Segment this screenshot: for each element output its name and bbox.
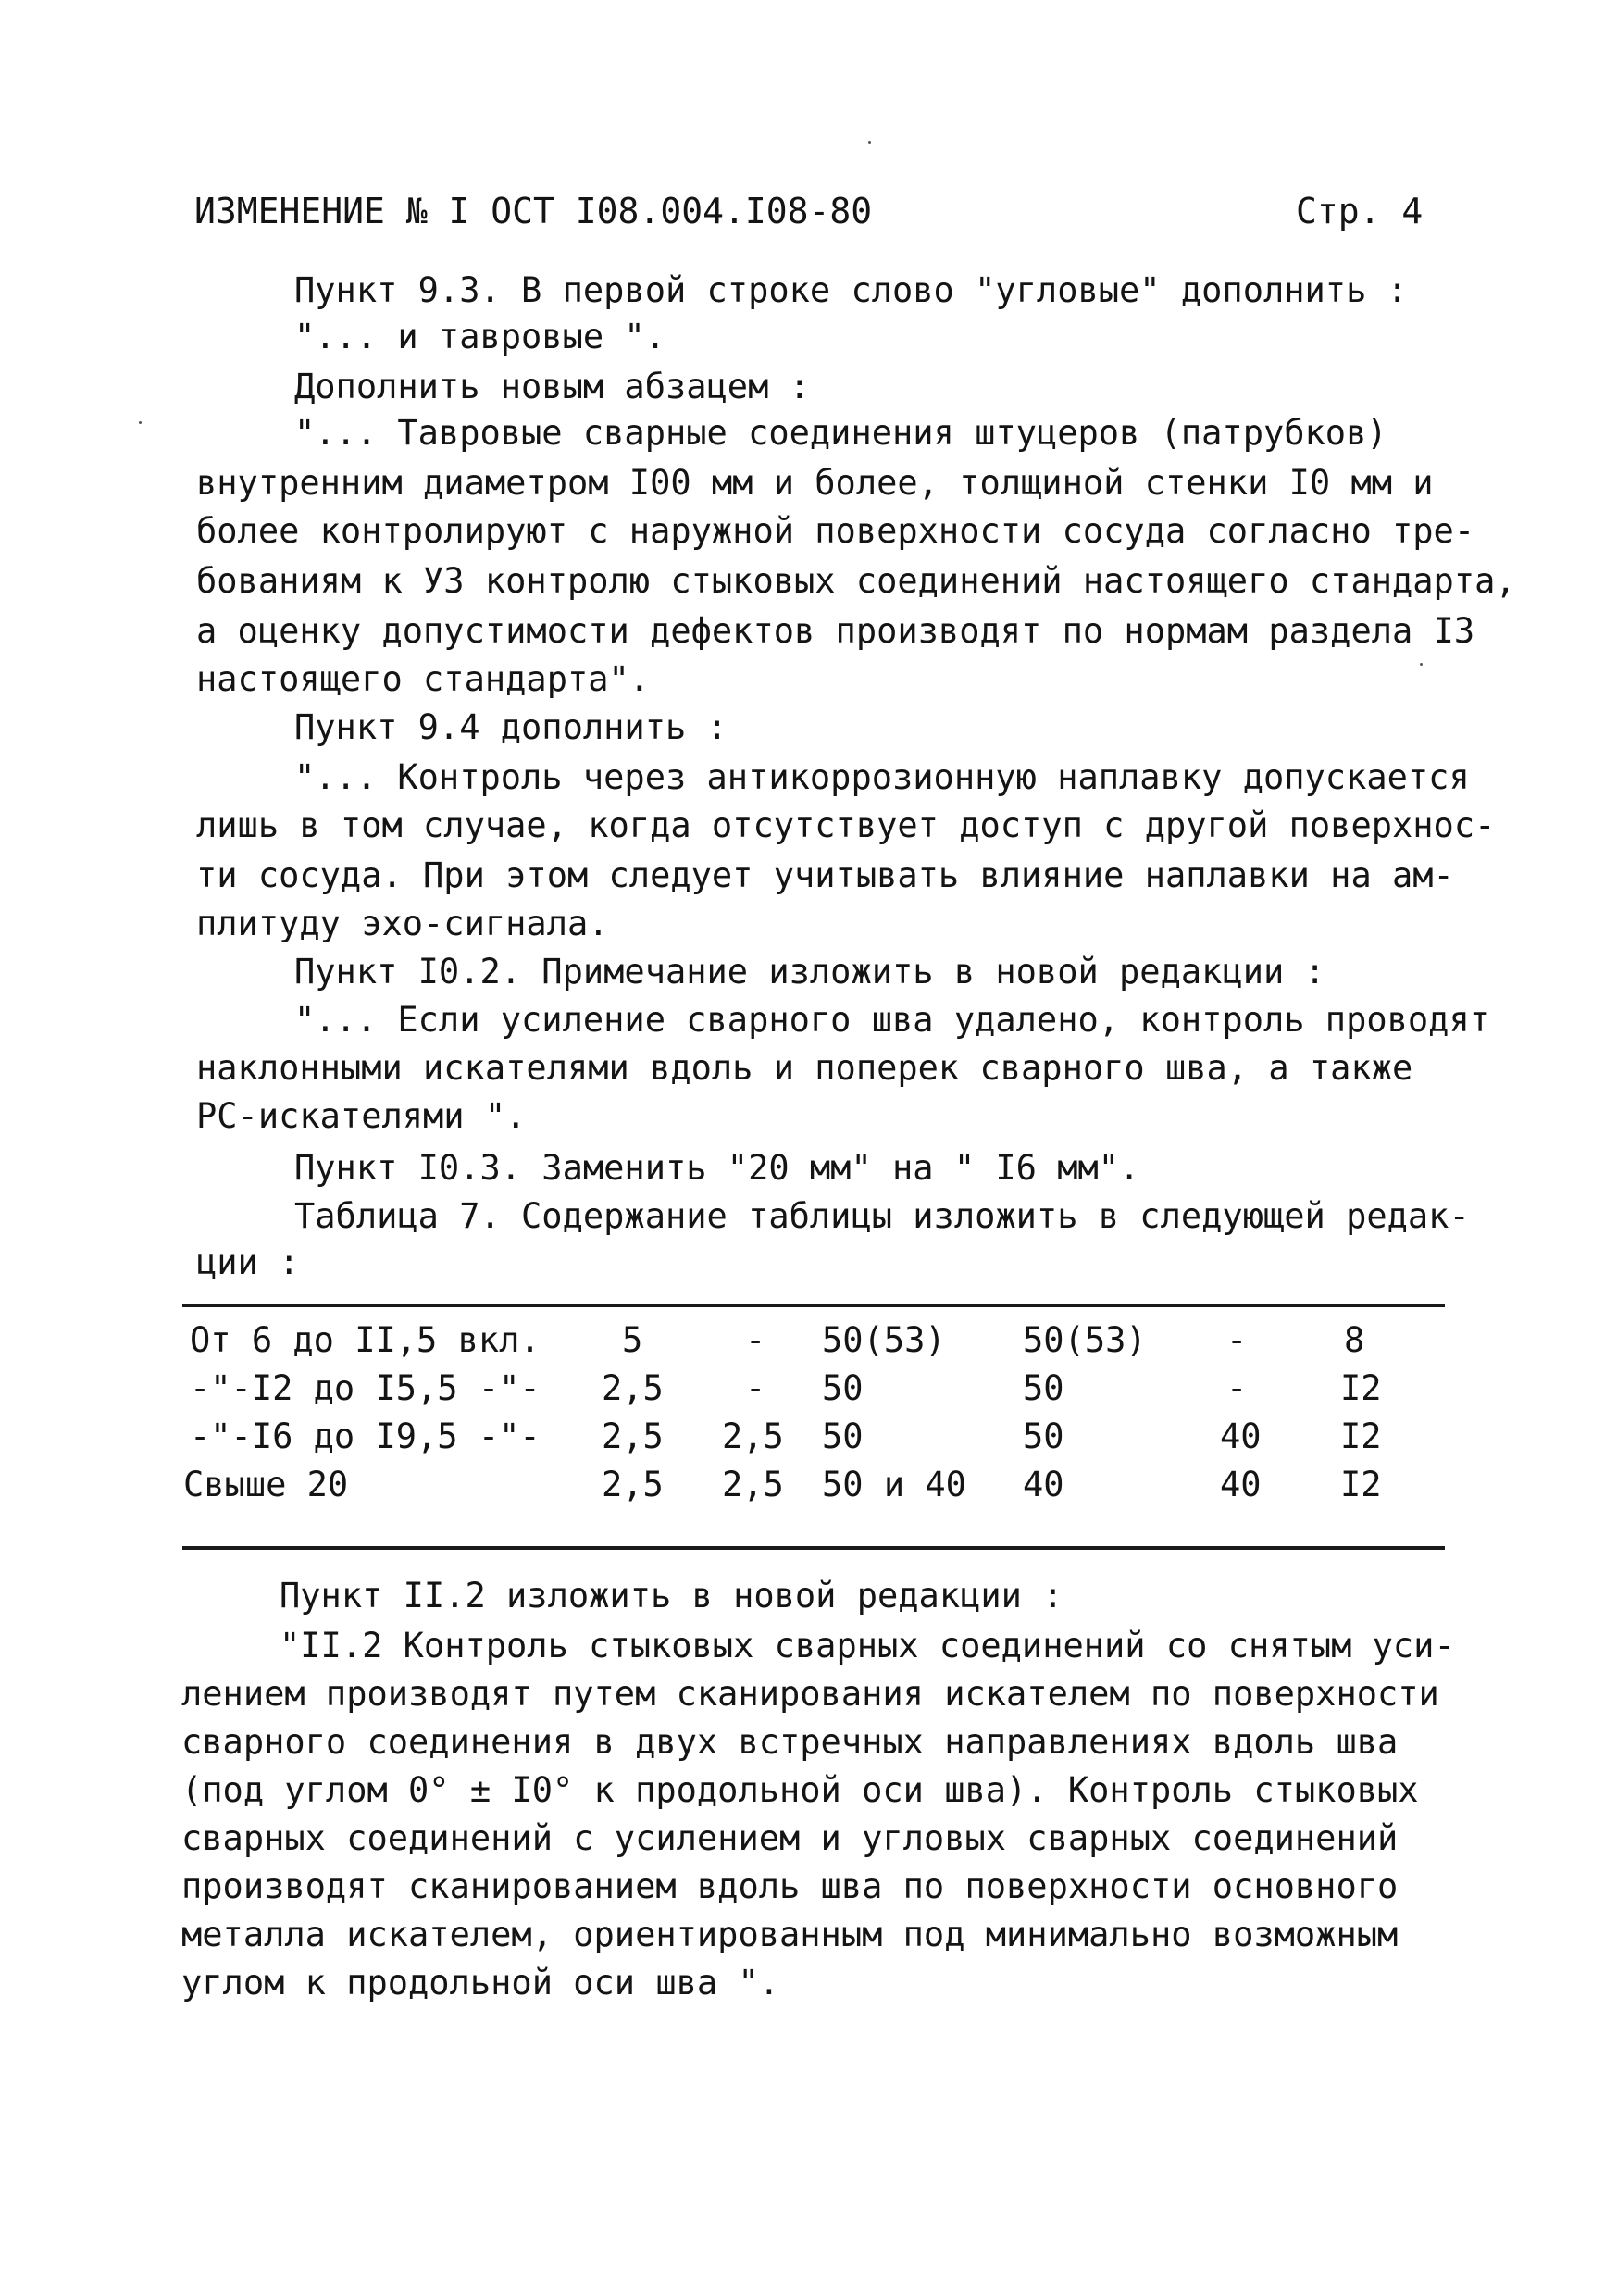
table-cell: 50 bbox=[822, 1416, 864, 1456]
table-cell: - bbox=[1226, 1320, 1248, 1360]
text-line: лишь в том случае, когда отсутствует доступ с другой поверхнос- bbox=[196, 805, 1496, 845]
text-line: ции : bbox=[196, 1242, 300, 1282]
text-line: сварных соединений с усилением и угловых сварных соединений bbox=[181, 1818, 1399, 1858]
table-cell: 5 bbox=[622, 1320, 643, 1360]
table-cell: 2,5 bbox=[602, 1416, 664, 1456]
table-cell: 2,5 bbox=[602, 1368, 664, 1408]
table-top-rule bbox=[182, 1304, 1445, 1307]
text-line: "... Контроль через антикоррозионную наплавку допускается bbox=[294, 757, 1470, 797]
scan-speck bbox=[1420, 663, 1423, 666]
table-cell: -"-I6 до I9,5 -"- bbox=[190, 1416, 541, 1456]
table-cell: 40 bbox=[1023, 1465, 1064, 1504]
scan-speck bbox=[139, 421, 142, 424]
text-line: а оценку допустимости дефектов производят по нормам раздела I3 bbox=[196, 611, 1475, 651]
text-line: наклонными искателями вдоль и поперек сварного шва, а также bbox=[196, 1048, 1413, 1088]
table-cell: 2,5 bbox=[722, 1465, 784, 1504]
table-bottom-rule bbox=[182, 1546, 1445, 1550]
text-line: "... Если усиление сварного шва удалено, контроль проводят bbox=[294, 1000, 1491, 1040]
text-line: ти сосуда. При этом следует учитывать влияние наплавки на ам- bbox=[196, 855, 1454, 895]
table-cell: 50(53) bbox=[1023, 1320, 1147, 1360]
table-cell: - bbox=[745, 1368, 766, 1408]
table-cell: 8 bbox=[1344, 1320, 1365, 1360]
table-cell: 50(53) bbox=[822, 1320, 946, 1360]
text-line: бованиям к УЗ контролю стыковых соединений настоящего стандарта, bbox=[196, 561, 1516, 601]
table-cell: I2 bbox=[1340, 1416, 1382, 1456]
table-cell: От 6 до II,5 вкл. bbox=[190, 1320, 541, 1360]
table-cell: 50 bbox=[1023, 1368, 1064, 1408]
document-header-id: ИЗМЕНЕНИЕ № I ОСТ I08.004.I08-80 bbox=[194, 191, 873, 231]
table-cell: 2,5 bbox=[602, 1465, 664, 1504]
table-cell: 40 bbox=[1220, 1416, 1262, 1456]
text-line: углом к продольной оси шва ". bbox=[181, 1963, 780, 2003]
text-line: РС-искателями ". bbox=[196, 1096, 527, 1136]
text-line: (под углом 0° ± I0° к продольной оси шва). Контроль стыковых bbox=[181, 1770, 1419, 1810]
table-cell: - bbox=[745, 1320, 766, 1360]
text-line: сварного соединения в двух встречных направлениях вдоль шва bbox=[181, 1722, 1399, 1762]
scan-speck bbox=[868, 141, 871, 144]
table-cell: 50 bbox=[822, 1368, 864, 1408]
text-line: настоящего стандарта". bbox=[196, 659, 651, 699]
table-cell: 40 bbox=[1220, 1465, 1262, 1504]
text-line: Дополнить новым абзацем : bbox=[294, 367, 810, 406]
table-cell: -"-I2 до I5,5 -"- bbox=[190, 1368, 541, 1408]
table-cell: I2 bbox=[1340, 1368, 1382, 1408]
table-cell: 50 и 40 bbox=[822, 1465, 966, 1504]
text-line: металла искателем, ориентированным под минимально возможным bbox=[181, 1915, 1399, 1954]
text-line: "II.2 Контроль стыковых сварных соединений со снятым уси- bbox=[280, 1626, 1455, 1666]
table-cell: I2 bbox=[1340, 1465, 1382, 1504]
page-number-label: Стр. 4 bbox=[1296, 191, 1424, 231]
text-line: Пункт 9.4 дополнить : bbox=[294, 707, 728, 747]
table-cell: Свыше 20 bbox=[183, 1465, 349, 1504]
table-cell: - bbox=[1226, 1368, 1248, 1408]
text-line: Пункт II.2 изложить в новой редакции : bbox=[280, 1576, 1063, 1616]
text-line: Пункт I0.2. Примечание изложить в новой редакции : bbox=[294, 952, 1325, 992]
text-line: более контролируют с наружной поверхности сосуда согласно тре- bbox=[196, 511, 1475, 551]
text-line: лением производят путем сканирования искателем по поверхности bbox=[181, 1674, 1439, 1714]
table-cell: 50 bbox=[1023, 1416, 1064, 1456]
table-cell: 2,5 bbox=[722, 1416, 784, 1456]
text-line: "... и тавровые ". bbox=[294, 317, 665, 356]
text-line: плитуду эхо-сигнала. bbox=[196, 904, 609, 943]
text-line: Таблица 7. Содержание таблицы изложить в следующей редак- bbox=[294, 1196, 1470, 1236]
text-line: "... Тавровые сварные соединения штуцеров (патрубков) bbox=[294, 413, 1387, 453]
text-line: Пункт I0.3. Заменить "20 мм" на " I6 мм". bbox=[294, 1148, 1140, 1188]
text-line: Пункт 9.3. В первой строке слово "угловые" дополнить : bbox=[294, 270, 1408, 310]
text-line: производят сканированием вдоль шва по поверхности основного bbox=[181, 1866, 1399, 1906]
text-line: внутренним диаметром I00 мм и более, толщиной стенки I0 мм и bbox=[196, 463, 1434, 503]
